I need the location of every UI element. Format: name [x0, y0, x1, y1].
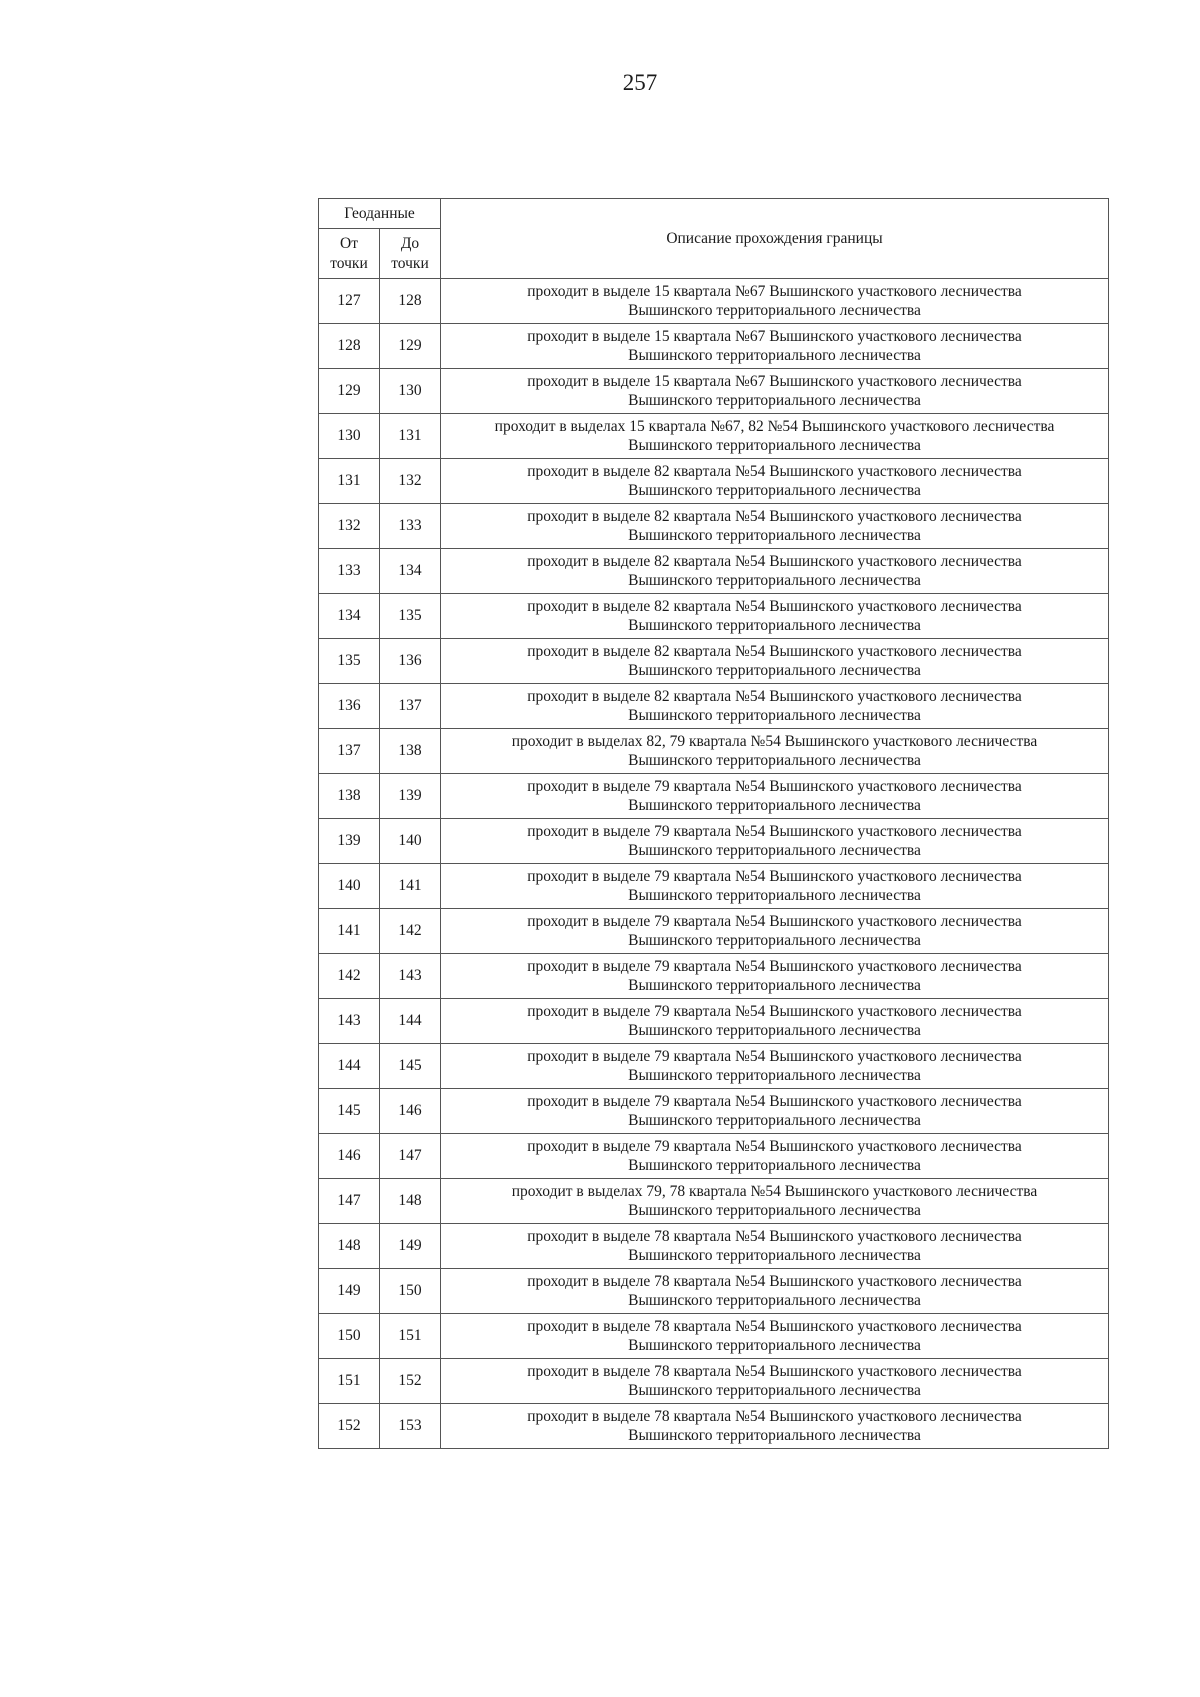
table-row — [319, 1314, 1109, 1359]
description-line2: Вышинского территориального лесничества — [628, 1292, 921, 1309]
table-row — [319, 594, 1109, 639]
to-point-cell: 146 — [380, 1089, 441, 1134]
description-line2: Вышинского территориального лесничества — [628, 797, 921, 814]
table-row — [319, 369, 1109, 414]
table-row — [319, 1179, 1109, 1224]
description-line2: Вышинского территориального лесничества — [628, 1157, 921, 1174]
description-line1: проходит в выделе 15 квартала №67 Вышинского участкового лесничества — [527, 327, 1022, 345]
table-row — [319, 774, 1109, 819]
description-line1: проходит в выделе 79 квартала №54 Вышинского участкового лесничества — [527, 1092, 1022, 1110]
to-point-cell: 148 — [380, 1179, 441, 1224]
description-line2: Вышинского территориального лесничества — [628, 1022, 921, 1039]
table-row — [319, 1134, 1109, 1179]
table-row — [319, 1089, 1109, 1134]
description-cell — [441, 909, 1109, 954]
description-cell — [441, 369, 1109, 414]
from-point-cell: 148 — [319, 1224, 380, 1269]
description-cell — [441, 414, 1109, 459]
header-from-line1: От — [340, 234, 358, 252]
description-cell — [441, 639, 1109, 684]
from-point-cell: 150 — [319, 1314, 380, 1359]
to-point-cell: 139 — [380, 774, 441, 819]
to-point-cell: 143 — [380, 954, 441, 999]
table-row — [319, 639, 1109, 684]
from-point-cell: 147 — [319, 1179, 380, 1224]
from-point-cell: 133 — [319, 549, 380, 594]
table-row — [319, 1404, 1109, 1449]
description-line2: Вышинского территориального лесничества — [628, 437, 921, 454]
from-point-cell: 141 — [319, 909, 380, 954]
description-line1: проходит в выделе 82 квартала №54 Вышинского участкового лесничества — [527, 642, 1022, 660]
header-to-point — [380, 229, 441, 279]
description-cell — [441, 1314, 1109, 1359]
to-point-cell: 145 — [380, 1044, 441, 1089]
from-point-cell: 151 — [319, 1359, 380, 1404]
from-point-cell: 128 — [319, 324, 380, 369]
description-line1: проходит в выделе 78 квартала №54 Вышинского участкового лесничества — [527, 1227, 1022, 1245]
description-line1: проходит в выделе 15 квартала №67 Вышинского участкового лесничества — [527, 282, 1022, 300]
header-to-line2: точки — [391, 254, 429, 272]
to-point-cell: 136 — [380, 639, 441, 684]
description-cell — [441, 504, 1109, 549]
from-point-cell: 135 — [319, 639, 380, 684]
table-header — [319, 199, 1109, 279]
to-point-cell: 149 — [380, 1224, 441, 1269]
description-line1: проходит в выделе 78 квартала №54 Вышинского участкового лесничества — [527, 1362, 1022, 1380]
description-line2: Вышинского территориального лесничества — [628, 1067, 921, 1084]
from-point-cell: 143 — [319, 999, 380, 1044]
description-cell — [441, 684, 1109, 729]
to-point-cell: 138 — [380, 729, 441, 774]
description-cell — [441, 1134, 1109, 1179]
table-body — [319, 279, 1109, 1449]
to-point-cell: 144 — [380, 999, 441, 1044]
table-row — [319, 459, 1109, 504]
description-cell — [441, 1044, 1109, 1089]
to-point-cell: 137 — [380, 684, 441, 729]
to-point-cell: 129 — [380, 324, 441, 369]
description-line1: проходит в выделах 82, 79 квартала №54 Вышинского участкового лесничества — [511, 732, 1038, 750]
from-point-cell: 138 — [319, 774, 380, 819]
to-point-cell: 147 — [380, 1134, 441, 1179]
description-line1: проходит в выделе 82 квартала №54 Вышинского участкового лесничества — [527, 687, 1022, 705]
from-point-cell: 136 — [319, 684, 380, 729]
to-point-cell: 140 — [380, 819, 441, 864]
table-row — [319, 954, 1109, 999]
description-line1: проходит в выделе 82 квартала №54 Вышинского участкового лесничества — [527, 552, 1022, 570]
description-line1: проходит в выделе 79 квартала №54 Вышинского участкового лесничества — [527, 1047, 1022, 1065]
description-cell — [441, 549, 1109, 594]
description-line2: Вышинского территориального лесничества — [628, 482, 921, 499]
from-point-cell: 130 — [319, 414, 380, 459]
description-cell — [441, 819, 1109, 864]
description-line2: Вышинского территориального лесничества — [628, 1247, 921, 1264]
table-row — [319, 999, 1109, 1044]
from-point-cell: 131 — [319, 459, 380, 504]
description-cell — [441, 729, 1109, 774]
description-cell — [441, 774, 1109, 819]
table-row — [319, 324, 1109, 369]
from-point-cell: 129 — [319, 369, 380, 414]
from-point-cell: 144 — [319, 1044, 380, 1089]
description-line1: проходит в выделе 79 квартала №54 Вышинского участкового лесничества — [527, 912, 1022, 930]
from-point-cell: 137 — [319, 729, 380, 774]
description-line1: проходит в выделе 79 квартала №54 Вышинского участкового лесничества — [527, 777, 1022, 795]
description-cell — [441, 954, 1109, 999]
to-point-cell: 128 — [380, 279, 441, 324]
to-point-cell: 152 — [380, 1359, 441, 1404]
to-point-cell: 132 — [380, 459, 441, 504]
table-row — [319, 684, 1109, 729]
description-line2: Вышинского территориального лесничества — [628, 842, 921, 859]
header-from-line2: точки — [330, 254, 368, 272]
description-cell — [441, 999, 1109, 1044]
to-point-cell: 153 — [380, 1404, 441, 1449]
from-point-cell: 127 — [319, 279, 380, 324]
description-line2: Вышинского территориального лесничества — [628, 887, 921, 904]
description-cell — [441, 1224, 1109, 1269]
description-line1: проходит в выделах 79, 78 квартала №54 Вышинского участкового лесничества — [511, 1182, 1038, 1200]
header-geodata: Геоданные — [319, 199, 441, 229]
from-point-cell: 139 — [319, 819, 380, 864]
description-cell — [441, 594, 1109, 639]
table-row — [319, 1359, 1109, 1404]
description-cell — [441, 279, 1109, 324]
description-line1: проходит в выделе 78 квартала №54 Вышинского участкового лесничества — [527, 1272, 1022, 1290]
description-line1: проходит в выделе 82 квартала №54 Вышинского участкового лесничества — [527, 507, 1022, 525]
table-row — [319, 1044, 1109, 1089]
description-line2: Вышинского территориального лесничества — [628, 707, 921, 724]
description-line1: проходит в выделе 79 квартала №54 Вышинского участкового лесничества — [527, 867, 1022, 885]
header-to-line1: До — [400, 234, 420, 252]
description-line2: Вышинского территориального лесничества — [628, 1427, 921, 1444]
description-line1: проходит в выделах 15 квартала №67, 82 №54 Вышинского участкового лесничества — [494, 417, 1055, 435]
description-line2: Вышинского территориального лесничества — [628, 347, 921, 364]
description-line2: Вышинского территориального лесничества — [628, 977, 921, 994]
from-point-cell: 140 — [319, 864, 380, 909]
description-cell — [441, 459, 1109, 504]
to-point-cell: 151 — [380, 1314, 441, 1359]
header-from-point — [319, 229, 380, 279]
table-row — [319, 1224, 1109, 1269]
description-line1: проходит в выделе 82 квартала №54 Вышинского участкового лесничества — [527, 462, 1022, 480]
table-row — [319, 729, 1109, 774]
description-line2: Вышинского территориального лесничества — [628, 1202, 921, 1219]
to-point-cell: 135 — [380, 594, 441, 639]
table-row — [319, 819, 1109, 864]
table-row — [319, 1269, 1109, 1314]
page-number: 257 — [622, 70, 658, 95]
from-point-cell: 145 — [319, 1089, 380, 1134]
from-point-cell: 142 — [319, 954, 380, 999]
to-point-cell: 150 — [380, 1269, 441, 1314]
table-row — [319, 504, 1109, 549]
from-point-cell: 134 — [319, 594, 380, 639]
table-row — [319, 414, 1109, 459]
description-line1: проходит в выделе 79 квартала №54 Вышинского участкового лесничества — [527, 822, 1022, 840]
description-cell — [441, 324, 1109, 369]
header-description: Описание прохождения границы — [441, 199, 1109, 279]
description-line2: Вышинского территориального лесничества — [628, 572, 921, 589]
to-point-cell: 133 — [380, 504, 441, 549]
description-cell — [441, 1404, 1109, 1449]
description-line2: Вышинского территориального лесничества — [628, 662, 921, 679]
from-point-cell: 149 — [319, 1269, 380, 1314]
table-row — [319, 909, 1109, 954]
description-line1: проходит в выделе 79 квартала №54 Вышинского участкового лесничества — [527, 1137, 1022, 1155]
description-line2: Вышинского территориального лесничества — [628, 1112, 921, 1129]
description-line2: Вышинского территориального лесничества — [628, 1337, 921, 1354]
description-line1: проходит в выделе 79 квартала №54 Вышинского участкового лесничества — [527, 957, 1022, 975]
description-line2: Вышинского территориального лесничества — [628, 1382, 921, 1399]
table-row — [319, 549, 1109, 594]
description-line2: Вышинского территориального лесничества — [628, 932, 921, 949]
description-cell — [441, 1089, 1109, 1134]
to-point-cell: 142 — [380, 909, 441, 954]
to-point-cell: 141 — [380, 864, 441, 909]
table-row — [319, 279, 1109, 324]
description-line1: проходит в выделе 78 квартала №54 Вышинского участкового лесничества — [527, 1407, 1022, 1425]
boundary-table — [318, 198, 1109, 1449]
description-line1: проходит в выделе 82 квартала №54 Вышинского участкового лесничества — [527, 597, 1022, 615]
from-point-cell: 146 — [319, 1134, 380, 1179]
from-point-cell: 132 — [319, 504, 380, 549]
to-point-cell: 130 — [380, 369, 441, 414]
description-line1: проходит в выделе 15 квартала №67 Вышинского участкового лесничества — [527, 372, 1022, 390]
description-cell — [441, 1359, 1109, 1404]
description-cell — [441, 1269, 1109, 1314]
table-row — [319, 864, 1109, 909]
to-point-cell: 131 — [380, 414, 441, 459]
description-line2: Вышинского территориального лесничества — [628, 302, 921, 319]
description-line1: проходит в выделе 78 квартала №54 Вышинского участкового лесничества — [527, 1317, 1022, 1335]
description-line2: Вышинского территориального лесничества — [628, 617, 921, 634]
description-cell — [441, 1179, 1109, 1224]
to-point-cell: 134 — [380, 549, 441, 594]
description-line2: Вышинского территориального лесничества — [628, 752, 921, 769]
description-line1: проходит в выделе 79 квартала №54 Вышинского участкового лесничества — [527, 1002, 1022, 1020]
description-cell — [441, 864, 1109, 909]
description-line2: Вышинского территориального лесничества — [628, 527, 921, 544]
from-point-cell: 152 — [319, 1404, 380, 1449]
description-line2: Вышинского территориального лесничества — [628, 392, 921, 409]
